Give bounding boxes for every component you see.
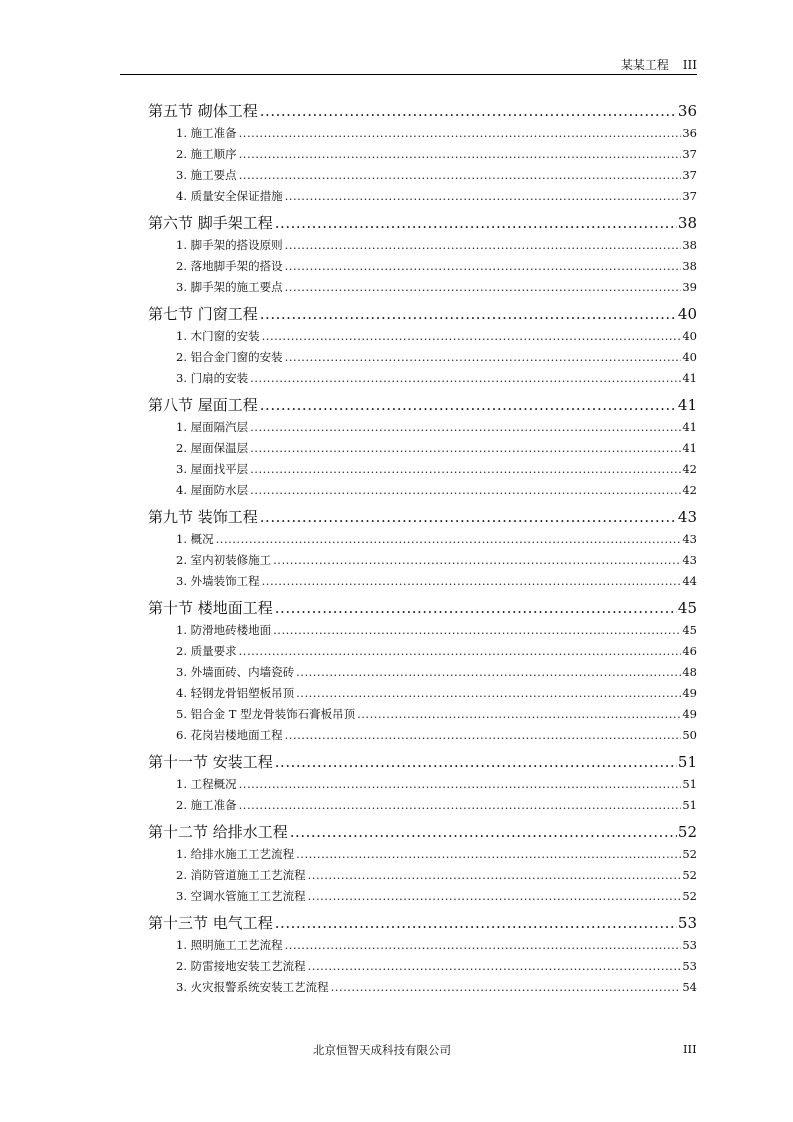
dot-leader	[239, 144, 682, 165]
toc-item[interactable]	[148, 165, 697, 186]
toc-entry-title: 1. 给排水施工工艺流程	[176, 847, 295, 861]
dot-leader	[275, 212, 677, 234]
footer-page-number: III	[683, 1042, 697, 1056]
dot-leader	[275, 597, 677, 619]
toc-section[interactable]	[148, 912, 697, 934]
toc-entry-page: 52	[682, 889, 697, 903]
toc-item[interactable]	[148, 774, 697, 795]
toc-entry-page: 46	[682, 644, 697, 658]
toc-item[interactable]	[148, 704, 697, 725]
toc-entry-title: 第八节 屋面工程	[148, 396, 258, 414]
toc-entry-title: 2. 消防管道施工工艺流程	[176, 868, 306, 882]
toc-entry-page: 51	[677, 753, 697, 771]
toc-item[interactable]	[148, 417, 697, 438]
toc-entry-title: 3. 空调水管施工工艺流程	[176, 889, 306, 903]
toc-entry-page: 52	[682, 847, 697, 861]
dot-leader	[273, 620, 681, 641]
toc-item[interactable]	[148, 480, 697, 501]
toc-entry-page: 40	[677, 305, 697, 323]
toc-entry-page: 42	[682, 483, 697, 497]
toc-item[interactable]	[148, 256, 697, 277]
dot-leader	[250, 459, 681, 480]
toc-entry-page: 38	[682, 238, 697, 252]
toc-entry-page: 38	[677, 214, 697, 232]
toc-entry-page: 49	[682, 707, 697, 721]
toc-entry-page: 37	[682, 147, 697, 161]
dot-leader	[260, 506, 677, 528]
dot-leader	[250, 438, 681, 459]
toc-entry-page: 52	[682, 868, 697, 882]
toc-section[interactable]	[148, 821, 697, 843]
toc-item[interactable]	[148, 326, 697, 347]
dot-leader	[262, 571, 682, 592]
toc-entry-title: 2. 质量要求	[176, 644, 237, 658]
toc-entry-page: 37	[682, 168, 697, 182]
toc-item[interactable]	[148, 886, 697, 907]
toc-entry-title: 4. 屋面防水层	[176, 483, 249, 497]
dot-leader	[239, 123, 682, 144]
toc-section[interactable]	[148, 751, 697, 773]
toc-entry-page: 40	[682, 350, 697, 364]
toc-item[interactable]	[148, 459, 697, 480]
dot-leader	[239, 795, 682, 816]
toc-entry-title: 3. 施工要点	[176, 168, 237, 182]
toc-entry-page: 39	[682, 280, 697, 294]
toc-entry-page: 41	[677, 396, 697, 414]
dot-leader	[285, 186, 682, 207]
toc-item[interactable]	[148, 368, 697, 389]
toc-entry-title: 1. 工程概况	[176, 777, 237, 791]
toc-entry-page: 51	[682, 777, 697, 791]
toc-entry-page: 48	[682, 665, 697, 679]
header-title: 某某工程	[620, 58, 669, 72]
dot-leader	[308, 865, 682, 886]
toc-entry-title: 1. 脚手架的搭设原则	[176, 238, 283, 252]
toc-entry-page: 44	[682, 574, 697, 588]
dot-leader	[285, 347, 682, 368]
toc-entry-page: 49	[682, 686, 697, 700]
toc-item[interactable]	[148, 235, 697, 256]
toc-item[interactable]	[148, 956, 697, 977]
toc-item[interactable]	[148, 844, 697, 865]
toc-item[interactable]	[148, 529, 697, 550]
toc-entry-title: 第十一节 安装工程	[148, 753, 273, 771]
toc-entry-page: 36	[682, 126, 697, 140]
toc-item[interactable]	[148, 935, 697, 956]
dot-leader	[357, 704, 681, 725]
toc-entry-title: 2. 施工顺序	[176, 147, 237, 161]
toc-item[interactable]	[148, 277, 697, 298]
toc-entry-title: 第十三节 电气工程	[148, 914, 273, 932]
toc-entry-page: 53	[682, 959, 697, 973]
toc-entry-page: 43	[677, 508, 697, 526]
toc-item[interactable]	[148, 795, 697, 816]
header-page-number: III	[682, 58, 697, 72]
dot-leader	[331, 977, 682, 998]
dot-leader	[216, 529, 682, 550]
toc-entry-page: 43	[682, 553, 697, 567]
toc-entry-page: 37	[682, 189, 697, 203]
toc-entry-page: 43	[682, 532, 697, 546]
toc-item[interactable]	[148, 571, 697, 592]
dot-leader	[285, 256, 682, 277]
toc-section[interactable]	[148, 303, 697, 325]
toc-section[interactable]	[148, 212, 697, 234]
toc-entry-title: 1. 防滑地砖楼地面	[176, 623, 272, 637]
toc-entry-page: 42	[682, 462, 697, 476]
toc-item[interactable]	[148, 123, 697, 144]
dot-leader	[239, 774, 682, 795]
toc-entry-page: 41	[682, 441, 697, 455]
toc-entry-page: 41	[682, 420, 697, 434]
dot-leader	[275, 912, 677, 934]
toc-item[interactable]	[148, 550, 697, 571]
dot-leader	[296, 662, 681, 683]
toc-entry-page: 38	[682, 259, 697, 273]
toc-item[interactable]	[148, 438, 697, 459]
toc-entry-page: 40	[682, 329, 697, 343]
toc-entry-page: 36	[677, 102, 697, 120]
toc-entry-page: 45	[682, 623, 697, 637]
toc-entry-title: 3. 屋面找平层	[176, 462, 249, 476]
dot-leader	[285, 725, 682, 746]
dot-leader	[260, 100, 677, 122]
toc-entry-title: 第七节 门窗工程	[148, 305, 258, 323]
toc-item[interactable]	[148, 641, 697, 662]
toc-entry-page: 53	[677, 914, 697, 932]
toc-section[interactable]	[148, 394, 697, 416]
toc-section[interactable]	[148, 597, 697, 619]
toc-entry-title: 1. 屋面隔汽层	[176, 420, 249, 434]
dot-leader	[250, 417, 681, 438]
toc-entry-title: 1. 施工准备	[176, 126, 237, 140]
toc-entry-title: 3. 门扇的安装	[176, 371, 249, 385]
toc-entry-page: 45	[677, 599, 697, 617]
toc-entry-title: 4. 轻钢龙骨铝塑板吊顶	[176, 686, 295, 700]
header-text	[611, 56, 697, 73]
dot-leader	[250, 368, 681, 389]
toc-entry-title: 2. 屋面保温层	[176, 441, 249, 455]
table-of-contents	[148, 100, 697, 998]
dot-leader	[308, 956, 682, 977]
toc-entry-title: 3. 外墙装饰工程	[176, 574, 260, 588]
toc-entry-page: 54	[682, 980, 697, 994]
toc-item[interactable]	[148, 186, 697, 207]
toc-entry-title: 2. 落地脚手架的搭设	[176, 259, 283, 273]
toc-entry-title: 4. 质量安全保证措施	[176, 189, 283, 203]
toc-entry-title: 2. 室内初装修施工	[176, 553, 272, 567]
toc-entry-title: 1. 概况	[176, 532, 214, 546]
toc-item[interactable]	[148, 347, 697, 368]
dot-leader	[296, 683, 681, 704]
toc-section[interactable]	[148, 506, 697, 528]
dot-leader	[260, 303, 677, 325]
toc-entry-page: 50	[682, 728, 697, 742]
toc-entry-title: 第五节 砌体工程	[148, 102, 258, 120]
toc-entry-title: 3. 外墙面砖、内墙瓷砖	[176, 665, 295, 679]
toc-entry-title: 第十节 楼地面工程	[148, 599, 273, 617]
footer-company: 北京恒智天成科技有限公司	[313, 1043, 451, 1057]
toc-entry-title: 第九节 装饰工程	[148, 508, 258, 526]
toc-section[interactable]	[148, 100, 697, 122]
dot-leader	[275, 751, 677, 773]
toc-entry-title: 3. 脚手架的施工要点	[176, 280, 283, 294]
dot-leader	[308, 886, 682, 907]
toc-item[interactable]	[148, 662, 697, 683]
toc-entry-page: 51	[682, 798, 697, 812]
dot-leader	[239, 641, 682, 662]
toc-entry-title: 2. 施工准备	[176, 798, 237, 812]
toc-entry-title: 1. 木门窗的安装	[176, 329, 260, 343]
toc-entry-title: 3. 火灾报警系统安装工艺流程	[176, 980, 329, 994]
toc-item[interactable]	[148, 977, 697, 998]
toc-item[interactable]	[148, 865, 697, 886]
dot-leader	[285, 235, 682, 256]
toc-entry-page: 41	[682, 371, 697, 385]
dot-leader	[260, 394, 677, 416]
toc-entry-title: 2. 铝合金门窗的安装	[176, 350, 283, 364]
toc-entry-title: 第六节 脚手架工程	[148, 214, 273, 232]
toc-entry-page: 52	[677, 823, 697, 841]
dot-leader	[296, 844, 681, 865]
dot-leader	[290, 821, 677, 843]
toc-entry-title: 2. 防雷接地安装工艺流程	[176, 959, 306, 973]
toc-item[interactable]	[148, 144, 697, 165]
toc-entry-page: 53	[682, 938, 697, 952]
dot-leader	[285, 935, 682, 956]
toc-entry-title: 5. 铝合金 T 型龙骨装饰石膏板吊顶	[176, 707, 356, 721]
dot-leader	[273, 550, 681, 571]
toc-item[interactable]	[148, 683, 697, 704]
dot-leader	[262, 326, 682, 347]
toc-entry-title: 6. 花岗岩楼地面工程	[176, 728, 283, 742]
toc-item[interactable]	[148, 725, 697, 746]
toc-entry-title: 1. 照明施工工艺流程	[176, 938, 283, 952]
page-header	[120, 52, 697, 75]
toc-item[interactable]	[148, 620, 697, 641]
dot-leader	[250, 480, 681, 501]
dot-leader	[285, 277, 682, 298]
toc-entry-title: 第十二节 给排水工程	[148, 823, 288, 841]
dot-leader	[239, 165, 682, 186]
